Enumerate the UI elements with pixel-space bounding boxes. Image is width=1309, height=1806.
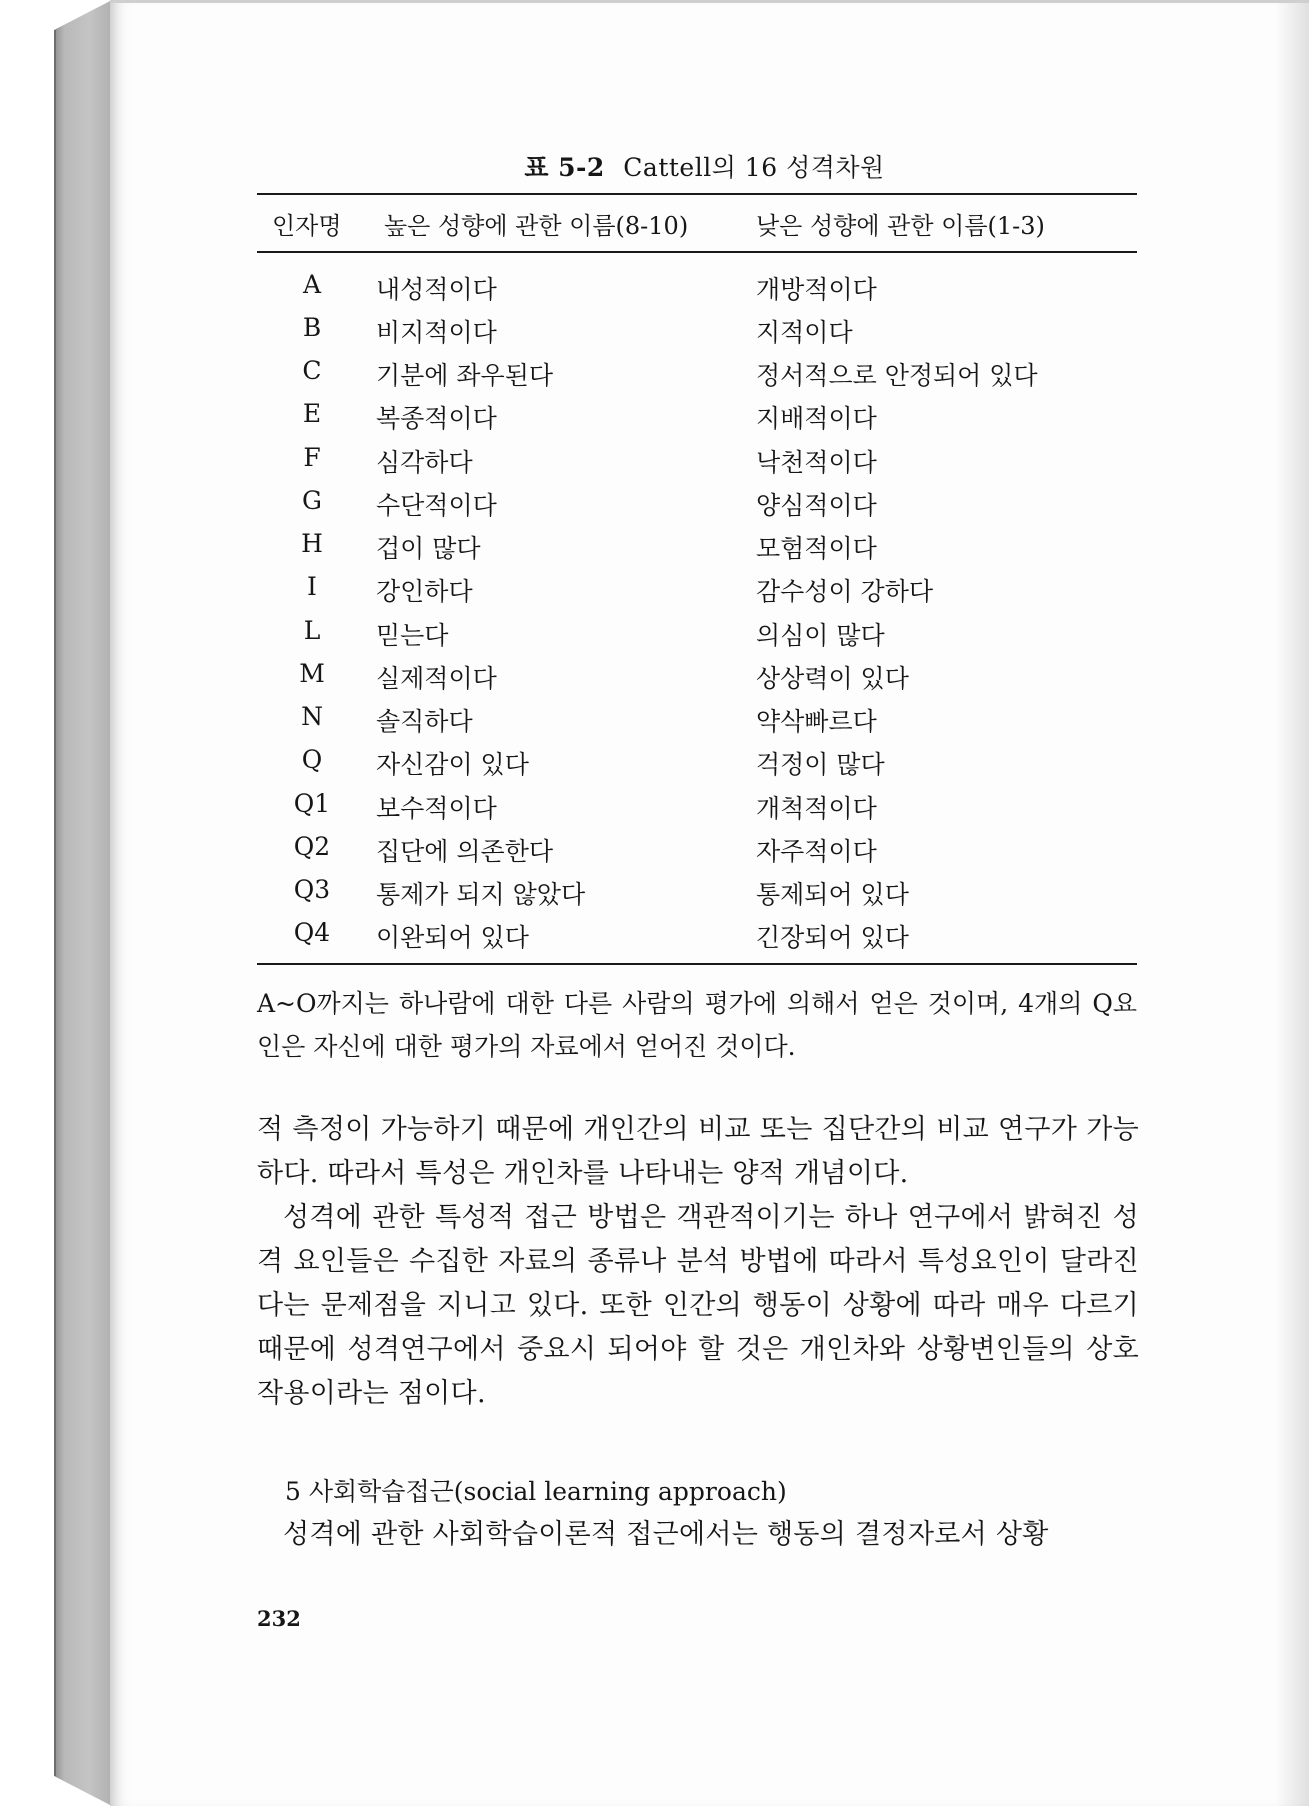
low-trait: 통제되어 있다 xyxy=(756,880,909,909)
table-row xyxy=(0,789,1309,829)
table-row xyxy=(0,486,1309,526)
factor-code: N xyxy=(301,702,323,731)
high-trait: 자신감이 있다 xyxy=(376,750,529,779)
table-row xyxy=(0,270,1309,310)
factor-code: B xyxy=(302,313,322,342)
table-row xyxy=(0,918,1309,958)
table-caption-number: 표 5-2 xyxy=(524,153,605,182)
table-row xyxy=(0,702,1309,742)
high-trait: 강인하다 xyxy=(376,577,473,606)
table-row xyxy=(0,529,1309,569)
table-row xyxy=(0,572,1309,612)
low-trait: 정서적으로 안정되어 있다 xyxy=(756,361,1038,390)
high-trait: 실제적이다 xyxy=(376,664,497,693)
low-trait: 지배적이다 xyxy=(756,404,877,433)
low-trait: 걱정이 많다 xyxy=(756,750,885,779)
low-trait: 모험적이다 xyxy=(756,534,877,563)
low-trait: 낙천적이다 xyxy=(756,448,877,477)
low-trait: 양심적이다 xyxy=(756,491,877,520)
body-paragraph-1: 적 측정이 가능하기 때문에 개인간의 비교 또는 집단간의 비교 연구가 가능하다. 따라서 특성은 개인차를 나타내는 양적 개념이다. xyxy=(257,1114,1139,1189)
low-trait: 개척적이다 xyxy=(756,794,877,823)
table-row xyxy=(0,875,1309,915)
high-trait: 집단에 의존한다 xyxy=(376,837,553,866)
low-trait: 감수성이 강하다 xyxy=(756,577,933,606)
high-trait: 믿는다 xyxy=(376,621,449,650)
high-trait: 복종적이다 xyxy=(376,404,497,433)
table-row xyxy=(0,659,1309,699)
high-trait: 겁이 많다 xyxy=(376,534,481,563)
high-trait: 내성적이다 xyxy=(376,275,497,304)
factor-code: E xyxy=(302,399,322,428)
factor-code: Q3 xyxy=(293,875,331,904)
low-trait: 의심이 많다 xyxy=(756,621,885,650)
high-trait: 통제가 되지 않았다 xyxy=(376,880,586,909)
low-trait: 자주적이다 xyxy=(756,837,877,866)
factor-code: Q4 xyxy=(293,918,331,947)
factor-code: F xyxy=(303,443,321,472)
low-trait: 약삭빠르다 xyxy=(756,707,877,736)
factor-code: G xyxy=(302,486,322,515)
factor-code: M xyxy=(299,659,325,688)
table-header-low: 낮은 성향에 관한 이름(1-3) xyxy=(756,212,1045,240)
page-number: 232 xyxy=(257,1606,301,1631)
high-trait: 이완되어 있다 xyxy=(376,923,529,952)
table-row xyxy=(0,399,1309,439)
factor-code: A xyxy=(302,270,322,299)
factor-code: Q1 xyxy=(293,789,331,818)
table-row xyxy=(0,356,1309,396)
high-trait: 심각하다 xyxy=(376,448,473,477)
table-caption-title: Cattell의 16 성격차원 xyxy=(623,153,885,182)
low-trait: 지적이다 xyxy=(756,318,853,347)
table-row xyxy=(0,443,1309,483)
high-trait: 비지적이다 xyxy=(376,318,497,347)
factor-code: Q2 xyxy=(293,832,331,861)
section-heading: 5 사회학습접근(social learning approach) xyxy=(285,1477,787,1506)
factor-code: Q xyxy=(301,745,323,774)
body-paragraph-2: 성격에 관한 특성적 접근 방법은 객관적이기는 하나 연구에서 밝혀진 성격 요인들은 수집한 자료의 종류나 분석 방법에 따라서 특성요인이 달라진다는 문제점을 지니고 있다. 또한 인간의 행동이 상황에 따라 매우 다르기 때문에 성격연구에서 중요시 되어야 할 것은 개인차와 상황변인들의 상호작용이라는 점이다. xyxy=(257,1202,1139,1409)
low-trait: 개방적이다 xyxy=(756,275,877,304)
table-note: A~O까지는 하나람에 대한 다른 사람의 평가에 의해서 얻은 것이며, 4개의 Q요인은 자신에 대한 평가의 자료에서 얻어진 것이다. xyxy=(257,989,1137,1061)
table-header-rule xyxy=(257,251,1137,253)
body-paragraph-3: 성격에 관한 사회학습이론적 접근에서는 행동의 결정자로서 상황 xyxy=(283,1519,1049,1550)
table-row xyxy=(0,745,1309,785)
page-top-edge xyxy=(110,0,1309,3)
table-top-rule xyxy=(257,193,1137,195)
factor-code: H xyxy=(301,529,323,558)
table-row xyxy=(0,313,1309,353)
table-bottom-rule xyxy=(257,963,1137,965)
factor-code: C xyxy=(302,356,322,385)
high-trait: 수단적이다 xyxy=(376,491,497,520)
table-row xyxy=(0,616,1309,656)
high-trait: 솔직하다 xyxy=(376,707,473,736)
table-row xyxy=(0,832,1309,872)
high-trait: 보수적이다 xyxy=(376,794,497,823)
table-header-high: 높은 성향에 관한 이름(8-10) xyxy=(384,212,689,240)
high-trait: 기분에 좌우된다 xyxy=(376,361,553,390)
table-caption xyxy=(0,148,1309,184)
factor-code: I xyxy=(307,572,317,601)
low-trait: 상상력이 있다 xyxy=(756,664,909,693)
factor-code: L xyxy=(303,616,321,645)
table-header-factor: 인자명 xyxy=(272,212,342,240)
low-trait: 긴장되어 있다 xyxy=(756,923,909,952)
